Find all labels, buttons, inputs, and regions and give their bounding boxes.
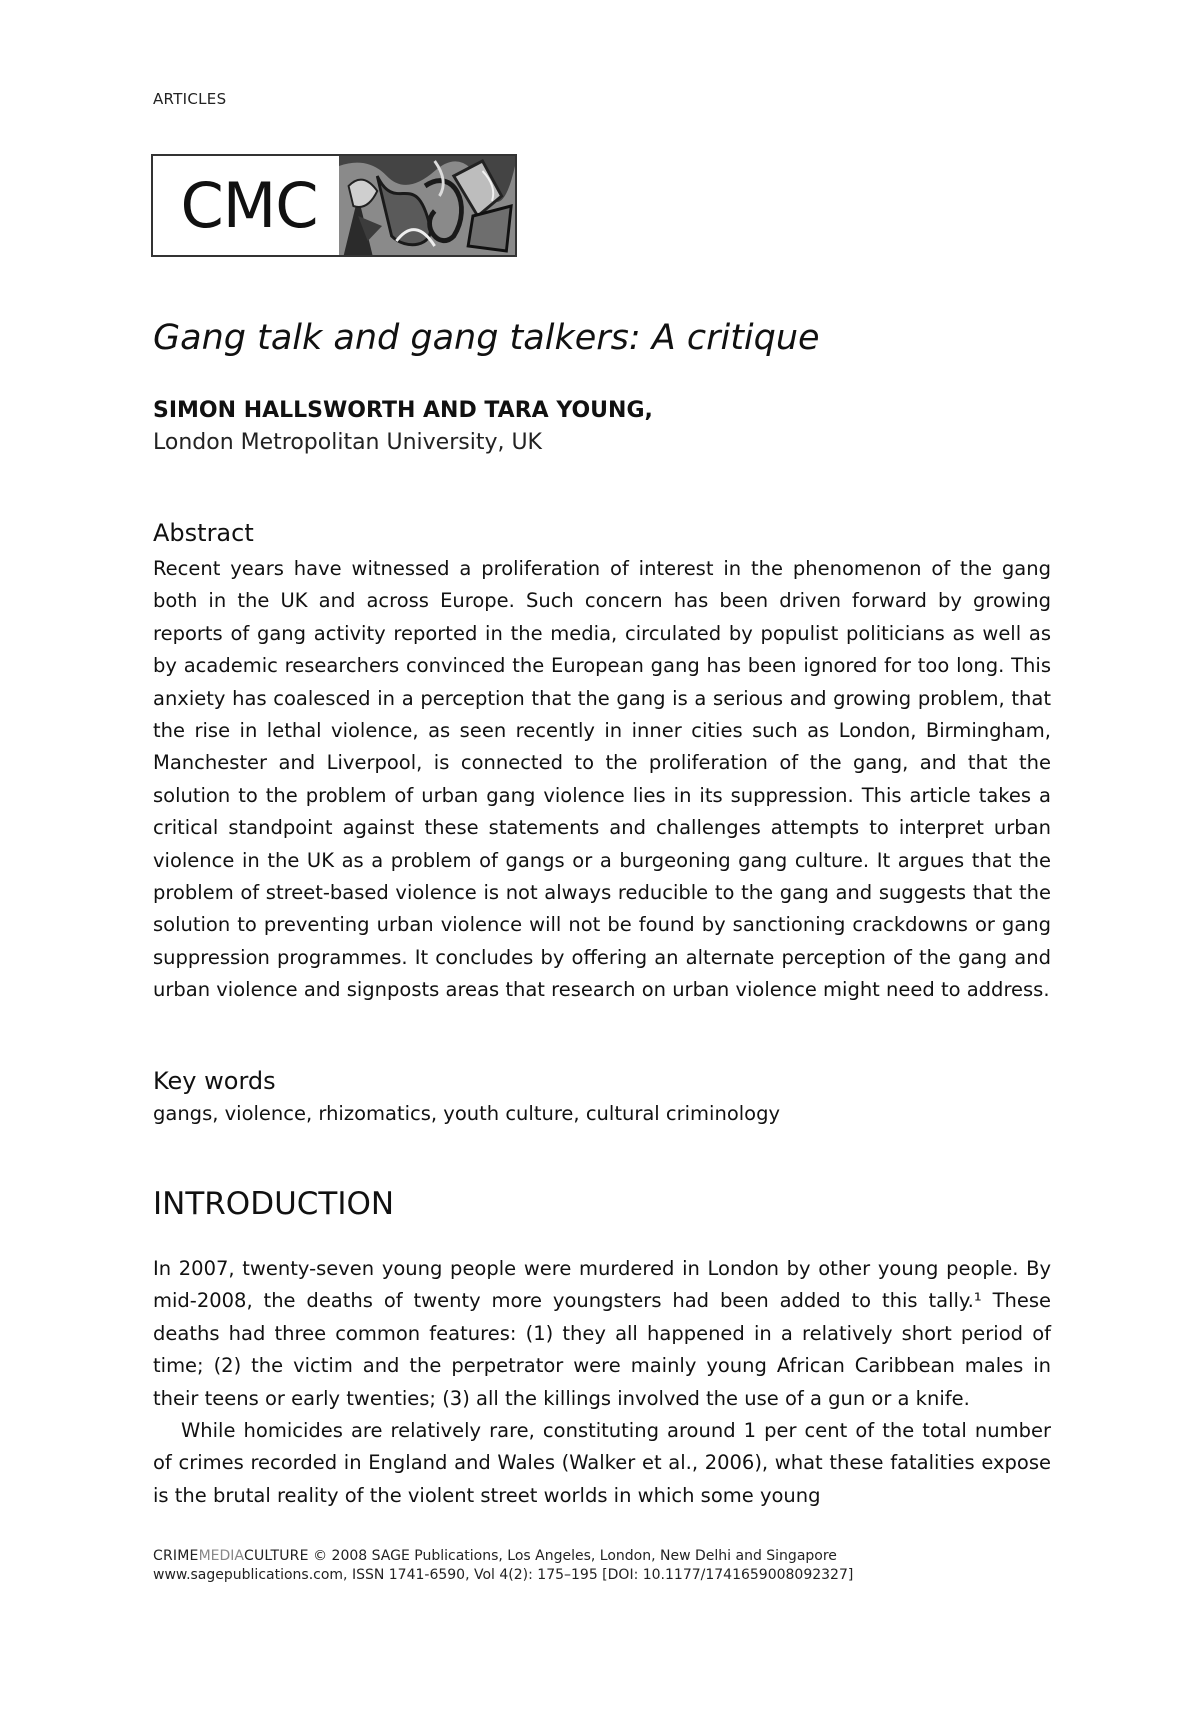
introduction-paragraph: While homicides are relatively rare, constituting around 1 per cent of the total number of crimes recorded in England and Wales (Walker et al., 2006), what these fatalities expose is the brutal reality of the violent street worlds in which some young: [153, 1419, 1051, 1507]
abstract-heading: Abstract: [153, 519, 254, 547]
footer-line-2: www.sagepublications.com, ISSN 1741-6590, Vol 4(2): 175–195 [DOI: 10.1177/1741659008092327]: [153, 1567, 854, 1583]
author-affiliation: London Metropolitan University, UK: [153, 430, 542, 455]
abstract-text: Recent years have witnessed a proliferation of interest in the phenomenon of the gang both in the UK and across Europe. Such concern has been driven forward by growing reports of gang activity reported in the media, circulated by populist politicians as well as by academic researchers convinced the European gang has been ignored for too long. This anxiety has coalesced in a perception that the gang is a serious and growing problem, that the rise in lethal violence, as seen recently in inner cities such as London, Birmingham, Manchester and Liverpool, is connected to the proliferation of the gang, and that the solution to the problem of urban gang violence lies in its suppression. This article takes a critical standpoint against these statements and challenges attempts to interpret urban violence in the UK as a problem of gangs or a burgeoning gang culture. It argues that the problem of street-based violence is not always reducible to the gang and suggests that the solution to preventing urban violence will not be found by sanctioning crackdowns or gang suppression programmes. It concludes by offering an alternate perception of the gang and urban violence and signposts areas that research on urban violence might need to address.: [153, 557, 1051, 1002]
article-title: Gang talk and gang talkers: A critique: [153, 318, 820, 358]
author-names: SIMON HALLSWORTH AND TARA YOUNG,: [153, 398, 653, 423]
graffiti-artwork: [339, 156, 515, 255]
journal-name-media: MEDIA: [198, 1548, 244, 1564]
keywords-heading: Key words: [153, 1067, 276, 1095]
introduction-body: [153, 1253, 1051, 1512]
keywords-text: gangs, violence, rhizomatics, youth culture, cultural criminology: [153, 1102, 781, 1125]
introduction-heading: INTRODUCTION: [153, 1186, 395, 1222]
footer-copyright: © 2008 SAGE Publications, Los Angeles, London, New Delhi and Singapore: [313, 1548, 837, 1564]
journal-name-culture: CULTURE: [243, 1548, 309, 1564]
journal-logo: [151, 154, 517, 257]
footer-line-1: [153, 1547, 853, 1566]
logo-text: CMC: [180, 169, 318, 242]
introduction-paragraph: In 2007, twenty-seven young people were murdered in London by other young people. By mid-2008, the deaths of twenty more youngsters had been added to this tally.¹ These deaths had three common features: (1) they all happened in a relatively short period of time; (2) the victim and the perpetrator were mainly young African Caribbean males in their teens or early twenties; (3) all the killings involved the use of a gun or a knife.: [153, 1257, 1051, 1410]
section-label: ARTICLES: [153, 90, 227, 108]
publication-footer: [153, 1547, 853, 1585]
journal-name-crime: CRIME: [153, 1548, 199, 1564]
